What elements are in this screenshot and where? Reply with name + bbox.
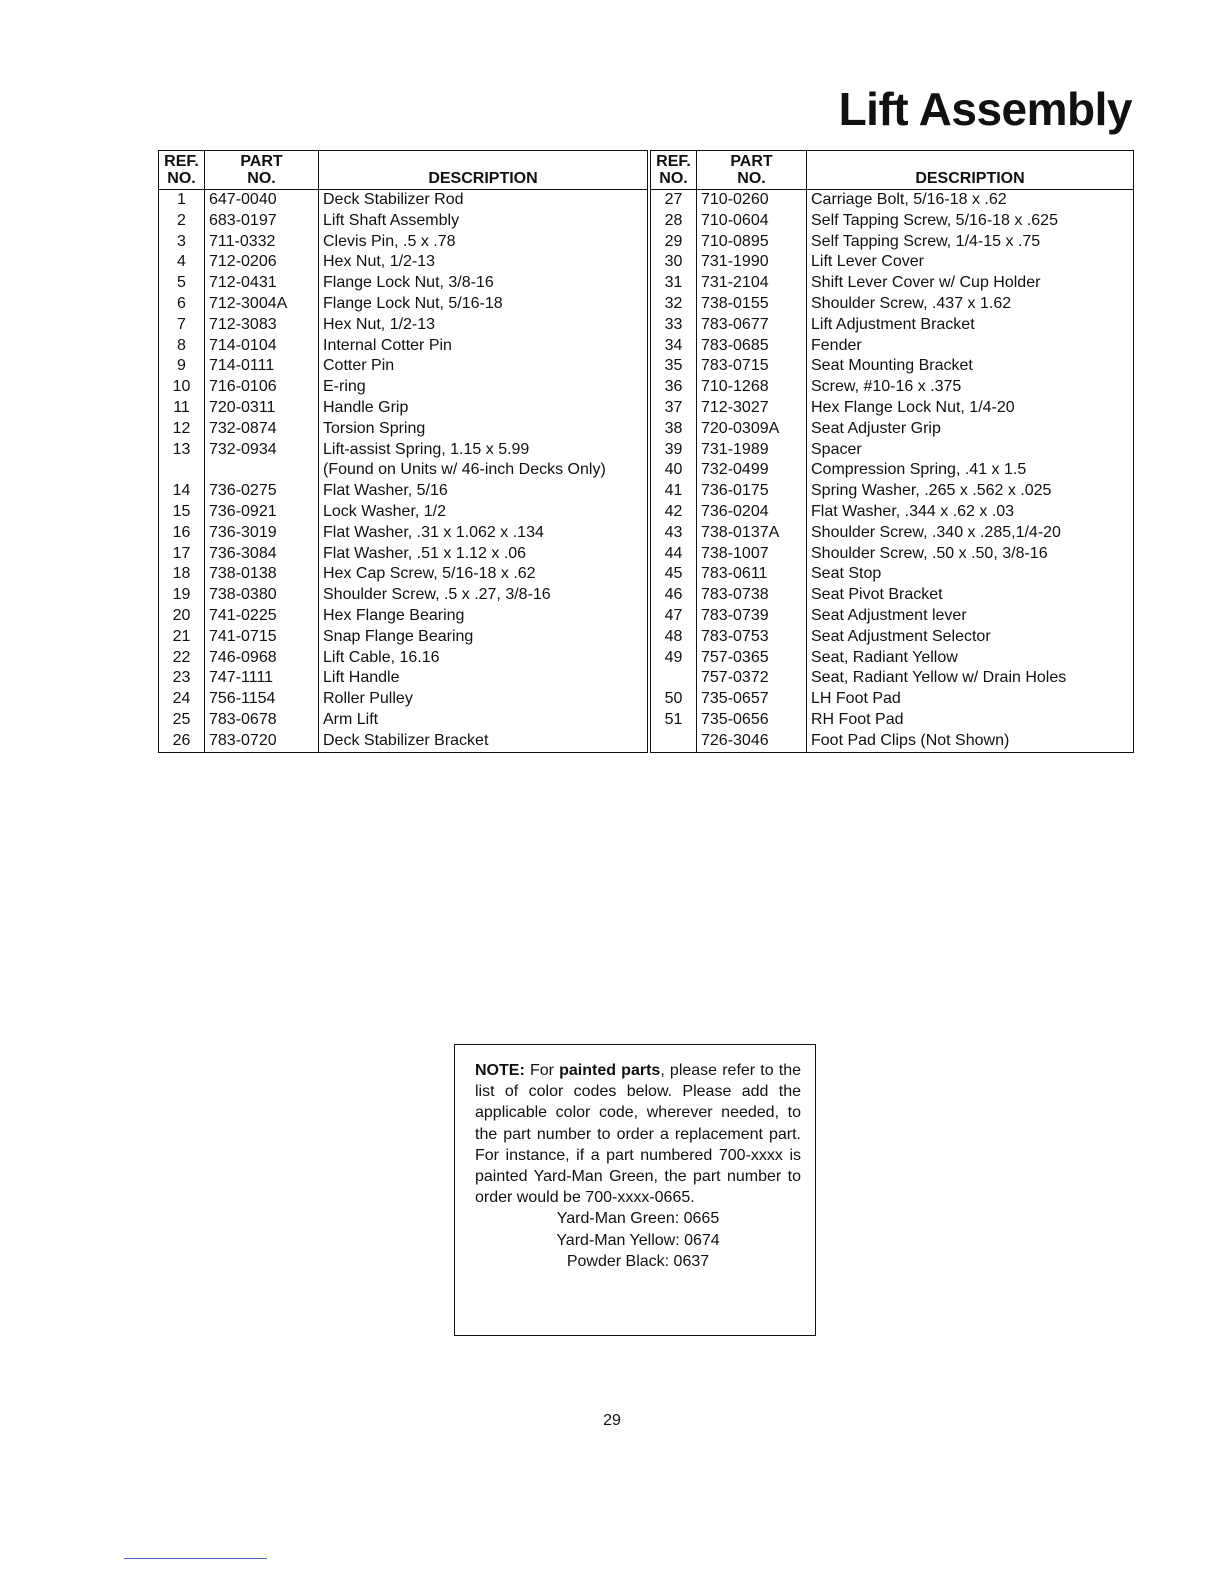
description-cell: Handle Grip bbox=[323, 398, 409, 416]
ref-no-cell: 23 bbox=[159, 668, 205, 689]
table-row bbox=[651, 731, 1134, 752]
description-cell: Lock Washer, 1/2 bbox=[323, 502, 447, 520]
ref-no-cell: 27 bbox=[651, 190, 697, 211]
ref-no-cell: 3 bbox=[159, 232, 205, 253]
ref-no-cell: 20 bbox=[159, 606, 205, 627]
table-row bbox=[651, 585, 1134, 606]
ref-no-cell: 48 bbox=[651, 627, 697, 648]
ref-no-cell: 13 bbox=[159, 440, 205, 461]
table-row bbox=[159, 377, 648, 398]
table-row bbox=[651, 710, 1134, 731]
description-cell: Lift Adjustment Bracket bbox=[811, 315, 975, 333]
ref-no-cell: 10 bbox=[159, 377, 205, 398]
table-row bbox=[159, 460, 648, 481]
table-row bbox=[159, 481, 648, 502]
description-cell: Flange Lock Nut, 3/8-16 bbox=[323, 274, 494, 292]
description-cell: Lift-assist Spring, 1.15 x 5.99 bbox=[323, 440, 530, 458]
description-cell: Cotter Pin bbox=[323, 357, 395, 375]
ref-no-cell: 39 bbox=[651, 440, 697, 461]
table-row bbox=[159, 648, 648, 669]
description-cell: Clevis Pin, .5 x .78 bbox=[323, 232, 456, 250]
part-no-cell: 712-3004A bbox=[205, 294, 319, 315]
part-no-cell: 716-0106 bbox=[205, 377, 319, 398]
part-no-cell: 736-0204 bbox=[697, 502, 807, 523]
part-no-cell: 714-0111 bbox=[205, 356, 319, 377]
parts-table-left-body bbox=[159, 190, 648, 753]
description-cell: E-ring bbox=[323, 378, 366, 396]
part-no-cell: 732-0874 bbox=[205, 419, 319, 440]
part-no-cell: 712-3027 bbox=[697, 398, 807, 419]
table-row bbox=[159, 668, 648, 689]
color-code-item: Powder Black: 0637 bbox=[566, 1252, 710, 1270]
part-no-cell: 711-0332 bbox=[205, 232, 319, 253]
description-cell: Hex Flange Bearing bbox=[323, 606, 465, 624]
table-row bbox=[159, 356, 648, 377]
part-no-cell: 738-0138 bbox=[205, 564, 319, 585]
part-no-cell: 736-0921 bbox=[205, 502, 319, 523]
description-header: DESCRIPTION bbox=[319, 151, 648, 190]
table-row bbox=[651, 336, 1134, 357]
ref-no-cell: 24 bbox=[159, 689, 205, 710]
table-row bbox=[159, 544, 648, 565]
description-cell: Shoulder Screw, .437 x 1.62 bbox=[811, 294, 1012, 312]
description-cell: Fender bbox=[811, 336, 862, 354]
description-cell: Seat Adjuster Grip bbox=[811, 419, 941, 437]
part-no-cell: 756-1154 bbox=[205, 689, 319, 710]
ref-no-cell: 30 bbox=[651, 252, 697, 273]
ref-no-cell: 15 bbox=[159, 502, 205, 523]
ref-no-cell: 50 bbox=[651, 689, 697, 710]
table-row bbox=[159, 606, 648, 627]
part-no-cell bbox=[205, 460, 319, 481]
table-row bbox=[159, 419, 648, 440]
table-row bbox=[159, 440, 648, 461]
description-cell: Seat, Radiant Yellow w/ Drain Holes bbox=[811, 669, 1067, 687]
description-cell: Seat Adjustment lever bbox=[811, 606, 967, 624]
ref-no-cell: 8 bbox=[159, 336, 205, 357]
ref-no-cell: 37 bbox=[651, 398, 697, 419]
part-no-cell: 710-0895 bbox=[697, 232, 807, 253]
description-cell: Flange Lock Nut, 5/16-18 bbox=[323, 294, 503, 312]
description-cell: Snap Flange Bearing bbox=[323, 627, 474, 645]
ref-no-cell: 47 bbox=[651, 606, 697, 627]
description-cell: (Found on Units w/ 46-inch Decks Only) bbox=[323, 461, 606, 479]
table-row bbox=[651, 398, 1134, 419]
table-row bbox=[159, 731, 648, 752]
description-cell: Flat Washer, .31 x 1.062 x .134 bbox=[323, 523, 544, 541]
ref-no-cell: 35 bbox=[651, 356, 697, 377]
part-no-cell: 736-3019 bbox=[205, 523, 319, 544]
description-cell: Self Tapping Screw, 1/4-15 x .75 bbox=[811, 232, 1041, 250]
part-no-cell: 731-1990 bbox=[697, 252, 807, 273]
part-no-cell: 738-1007 bbox=[697, 544, 807, 565]
table-row bbox=[651, 273, 1134, 294]
table-header-row bbox=[159, 151, 648, 190]
table-row bbox=[651, 606, 1134, 627]
part-no-cell: 647-0040 bbox=[205, 190, 319, 211]
table-row bbox=[651, 564, 1134, 585]
ref-no-cell: 29 bbox=[651, 232, 697, 253]
ref-no-cell: 9 bbox=[159, 356, 205, 377]
part-no-cell: 710-1268 bbox=[697, 377, 807, 398]
ref-no-cell bbox=[651, 668, 697, 689]
part-no-cell: 710-0604 bbox=[697, 211, 807, 232]
table-row bbox=[651, 481, 1134, 502]
part-no-cell: 720-0311 bbox=[205, 398, 319, 419]
ref-no-cell: 1 bbox=[159, 190, 205, 211]
description-cell: Shoulder Screw, .50 x .50, 3/8-16 bbox=[811, 544, 1048, 562]
ref-no-cell bbox=[159, 460, 205, 481]
ref-no-cell: 36 bbox=[651, 377, 697, 398]
part-no-cell: 710-0260 bbox=[697, 190, 807, 211]
ref-no-cell: 26 bbox=[159, 731, 205, 752]
description-cell: Shift Lever Cover w/ Cup Holder bbox=[811, 274, 1041, 292]
table-row bbox=[159, 398, 648, 419]
page-title: Lift Assembly bbox=[838, 83, 1132, 135]
table-row bbox=[159, 689, 648, 710]
part-no-cell: 735-0657 bbox=[697, 689, 807, 710]
ref-no-cell: 2 bbox=[159, 211, 205, 232]
description-cell: Hex Flange Lock Nut, 1/4-20 bbox=[811, 398, 1015, 416]
ref-no-cell: 17 bbox=[159, 544, 205, 565]
description-cell: Lift Lever Cover bbox=[811, 253, 924, 271]
ref-no-cell: 46 bbox=[651, 585, 697, 606]
part-no-cell: 783-0677 bbox=[697, 315, 807, 336]
ref-no-cell: 5 bbox=[159, 273, 205, 294]
footer-rule bbox=[124, 1558, 267, 1559]
table-row bbox=[159, 273, 648, 294]
note-label: NOTE: bbox=[475, 1062, 525, 1079]
description-cell: Lift Handle bbox=[323, 669, 400, 687]
part-no-cell: 738-0380 bbox=[205, 585, 319, 606]
table-row bbox=[651, 315, 1134, 336]
part-no-cell: 746-0968 bbox=[205, 648, 319, 669]
table-row bbox=[159, 585, 648, 606]
ref-no-cell: 25 bbox=[159, 710, 205, 731]
table-row bbox=[651, 627, 1134, 648]
description-cell: Lift Cable, 16.16 bbox=[323, 648, 440, 666]
table-row bbox=[159, 523, 648, 544]
table-row bbox=[651, 440, 1134, 461]
description-cell: LH Foot Pad bbox=[811, 690, 901, 708]
description-header: DESCRIPTION bbox=[807, 151, 1134, 190]
table-row bbox=[651, 356, 1134, 377]
table-row bbox=[159, 252, 648, 273]
ref-no-header: REF. NO. bbox=[651, 151, 697, 190]
ref-no-cell: 21 bbox=[159, 627, 205, 648]
table-row bbox=[651, 648, 1134, 669]
description-cell: Internal Cotter Pin bbox=[323, 336, 452, 354]
table-row bbox=[159, 710, 648, 731]
description-cell: Shoulder Screw, .340 x .285,1/4-20 bbox=[811, 523, 1061, 541]
ref-no-cell: 33 bbox=[651, 315, 697, 336]
description-cell: Spacer bbox=[811, 440, 862, 458]
part-no-cell: 783-0678 bbox=[205, 710, 319, 731]
ref-no-cell: 40 bbox=[651, 460, 697, 481]
ref-no-cell: 31 bbox=[651, 273, 697, 294]
part-no-cell: 735-0656 bbox=[697, 710, 807, 731]
part-no-cell: 757-0365 bbox=[697, 648, 807, 669]
description-cell: Compression Spring, .41 x 1.5 bbox=[811, 461, 1027, 479]
description-cell: Arm Lift bbox=[323, 710, 379, 728]
color-code-item: Yard-Man Yellow: 0674 bbox=[556, 1231, 720, 1249]
description-cell: Flat Washer, 5/16 bbox=[323, 482, 448, 500]
color-code-item: Yard-Man Green: 0665 bbox=[556, 1210, 720, 1228]
table-row bbox=[159, 627, 648, 648]
table-row bbox=[159, 232, 648, 253]
table-row bbox=[651, 190, 1134, 211]
table-row bbox=[159, 502, 648, 523]
table-row bbox=[651, 211, 1134, 232]
ref-no-cell: 41 bbox=[651, 481, 697, 502]
description-cell: Seat, Radiant Yellow bbox=[811, 648, 958, 666]
description-cell: Seat Pivot Bracket bbox=[811, 586, 943, 604]
table-row bbox=[159, 294, 648, 315]
part-no-cell: 736-0275 bbox=[205, 481, 319, 502]
part-no-cell: 741-0225 bbox=[205, 606, 319, 627]
ref-no-cell: 11 bbox=[159, 398, 205, 419]
ref-no-cell: 43 bbox=[651, 523, 697, 544]
part-no-cell: 783-0715 bbox=[697, 356, 807, 377]
ref-no-cell: 45 bbox=[651, 564, 697, 585]
description-cell: Spring Washer, .265 x .562 x .025 bbox=[811, 482, 1052, 500]
table-row bbox=[159, 336, 648, 357]
description-cell: Seat Mounting Bracket bbox=[811, 357, 973, 375]
description-cell: Carriage Bolt, 5/16-18 x .62 bbox=[811, 191, 1007, 208]
description-cell: RH Foot Pad bbox=[811, 710, 904, 728]
part-no-cell: 683-0197 bbox=[205, 211, 319, 232]
ref-no-cell: 12 bbox=[159, 419, 205, 440]
ref-no-cell: 16 bbox=[159, 523, 205, 544]
description-cell: Seat Adjustment Selector bbox=[811, 627, 991, 645]
part-no-cell: 712-0431 bbox=[205, 273, 319, 294]
part-no-cell: 736-3084 bbox=[205, 544, 319, 565]
part-no-cell: 738-0137A bbox=[697, 523, 807, 544]
description-cell: Hex Nut, 1/2-13 bbox=[323, 253, 436, 271]
parts-table-right-body bbox=[651, 190, 1134, 753]
part-no-cell: 714-0104 bbox=[205, 336, 319, 357]
part-no-header: PART NO. bbox=[205, 151, 319, 190]
part-no-cell: 747-1111 bbox=[205, 668, 319, 689]
part-no-cell: 741-0715 bbox=[205, 627, 319, 648]
part-no-cell: 731-1989 bbox=[697, 440, 807, 461]
part-no-cell: 738-0155 bbox=[697, 294, 807, 315]
ref-no-cell: 42 bbox=[651, 502, 697, 523]
description-cell: Seat Stop bbox=[811, 565, 882, 583]
table-row bbox=[651, 689, 1134, 710]
part-no-cell: 712-3083 bbox=[205, 315, 319, 336]
description-cell: Shoulder Screw, .5 x .27, 3/8-16 bbox=[323, 586, 551, 604]
ref-no-cell: 22 bbox=[159, 648, 205, 669]
part-no-cell: 712-0206 bbox=[205, 252, 319, 273]
note-text-lead: For bbox=[529, 1062, 554, 1079]
note-emphasis: painted parts bbox=[559, 1062, 661, 1079]
table-row bbox=[651, 377, 1134, 398]
table-row bbox=[651, 252, 1134, 273]
ref-no-cell: 7 bbox=[159, 315, 205, 336]
part-no-cell: 783-0753 bbox=[697, 627, 807, 648]
description-cell: Deck Stabilizer Rod bbox=[323, 191, 464, 208]
table-row bbox=[159, 564, 648, 585]
description-cell: Self Tapping Screw, 5/16-18 x .625 bbox=[811, 211, 1058, 229]
part-no-cell: 720-0309A bbox=[697, 419, 807, 440]
table-row bbox=[651, 502, 1134, 523]
ref-no-cell bbox=[651, 731, 697, 752]
part-no-cell: 783-0739 bbox=[697, 606, 807, 627]
table-header-row bbox=[651, 151, 1134, 190]
parts-table-left bbox=[158, 150, 648, 753]
page-number: 29 bbox=[603, 1412, 621, 1429]
description-cell: Roller Pulley bbox=[323, 690, 413, 708]
ref-no-cell: 32 bbox=[651, 294, 697, 315]
table-row bbox=[651, 460, 1134, 481]
part-no-cell: 732-0934 bbox=[205, 440, 319, 461]
table-row bbox=[651, 544, 1134, 565]
part-no-cell: 731-2104 bbox=[697, 273, 807, 294]
ref-no-cell: 49 bbox=[651, 648, 697, 669]
part-no-cell: 783-0611 bbox=[697, 564, 807, 585]
ref-no-cell: 38 bbox=[651, 419, 697, 440]
ref-no-cell: 4 bbox=[159, 252, 205, 273]
table-row bbox=[159, 211, 648, 232]
painted-parts-note bbox=[454, 1044, 816, 1336]
table-row bbox=[159, 315, 648, 336]
part-no-cell: 726-3046 bbox=[697, 731, 807, 752]
description-cell: Foot Pad Clips (Not Shown) bbox=[811, 731, 1010, 749]
description-cell: Lift Shaft Assembly bbox=[323, 211, 460, 229]
part-no-cell: 783-0738 bbox=[697, 585, 807, 606]
description-cell: Flat Washer, .51 x 1.12 x .06 bbox=[323, 544, 527, 562]
description-cell: Hex Cap Screw, 5/16-18 x .62 bbox=[323, 565, 536, 583]
table-row bbox=[651, 232, 1134, 253]
ref-no-cell: 18 bbox=[159, 564, 205, 585]
part-no-header: PART NO. bbox=[697, 151, 807, 190]
ref-no-cell: 19 bbox=[159, 585, 205, 606]
ref-no-cell: 6 bbox=[159, 294, 205, 315]
description-cell: Flat Washer, .344 x .62 x .03 bbox=[811, 502, 1015, 520]
ref-no-cell: 44 bbox=[651, 544, 697, 565]
description-cell: Screw, #10-16 x .375 bbox=[811, 378, 962, 396]
table-row bbox=[651, 294, 1134, 315]
description-cell: Torsion Spring bbox=[323, 419, 426, 437]
note-text-body: , please refer to the list of color codes below. Please add the applicable color code, wherever needed, to the part number to order a replacement part. For instance, if a part numbered 700-xxxx is painted Yard-Man Green, the part number to order would be 700-xxxx-0665. bbox=[475, 1062, 802, 1207]
part-no-cell: 783-0720 bbox=[205, 731, 319, 752]
ref-no-cell: 14 bbox=[159, 481, 205, 502]
part-no-cell: 783-0685 bbox=[697, 336, 807, 357]
part-no-cell: 757-0372 bbox=[697, 668, 807, 689]
part-no-cell: 736-0175 bbox=[697, 481, 807, 502]
table-row bbox=[651, 668, 1134, 689]
parts-table-right bbox=[650, 150, 1134, 753]
ref-no-cell: 34 bbox=[651, 336, 697, 357]
description-cell: Deck Stabilizer Bracket bbox=[323, 731, 489, 749]
description-cell: Hex Nut, 1/2-13 bbox=[323, 315, 436, 333]
part-no-cell: 732-0499 bbox=[697, 460, 807, 481]
table-row bbox=[651, 419, 1134, 440]
table-row bbox=[651, 523, 1134, 544]
ref-no-cell: 28 bbox=[651, 211, 697, 232]
ref-no-header: REF. NO. bbox=[159, 151, 205, 190]
table-row bbox=[159, 190, 648, 211]
ref-no-cell: 51 bbox=[651, 710, 697, 731]
